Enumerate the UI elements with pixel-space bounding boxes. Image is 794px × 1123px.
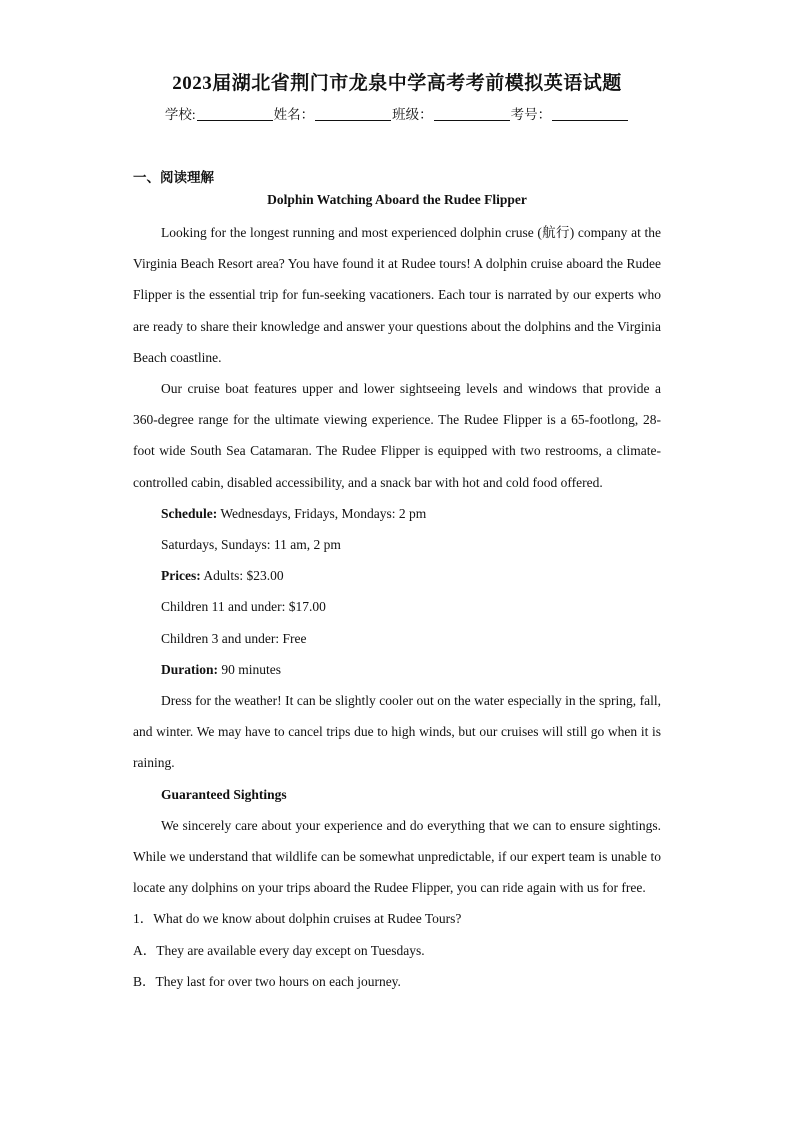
question-1-option-a[interactable]: A．They are available every day except on Tuesdays. xyxy=(133,942,425,958)
class-blank[interactable] xyxy=(434,107,510,121)
guaranteed-sightings-heading: Guaranteed Sightings xyxy=(161,786,287,802)
question-1-stem: 1．What do we know about dolphin cruises at Rudee Tours? xyxy=(133,911,462,927)
name-label: 姓名： xyxy=(273,107,315,122)
schedule-weekdays: Wednesdays, Fridays, Mondays: 2 pm xyxy=(217,505,427,521)
school-label: 学校: xyxy=(164,107,196,122)
prices-adults: Adults: $23.00 xyxy=(200,568,284,584)
paragraph-4: We sincerely care about your experience and do everything that we can to ensure sightings. While we understand that wildlife can be somewhat unpredictable, if our expert team is unable to locate any dolphins on your trips aboard the Rudee Flipper, you can ride again with us for free. xyxy=(133,817,661,896)
paragraph-3: Dress for the weather! It can be slightly cooler out on the water especially in the spring, fall, and winter. We may have to cancel trips due to high winds, but our cruises will still go when it is raining. xyxy=(133,693,661,771)
duration-label: Duration: xyxy=(161,661,218,677)
question-1-option-b[interactable]: B．They last for over two hours on each journey. xyxy=(133,973,401,989)
class-label: 班级： xyxy=(392,107,433,122)
duration-line xyxy=(133,654,661,685)
number-blank[interactable] xyxy=(552,107,628,121)
passage-title: Dolphin Watching Aboard the Rudee Flipper xyxy=(267,192,527,207)
passage-body xyxy=(133,217,661,997)
paragraph-2: Our cruise boat features upper and lower sightseeing levels and windows that provide a 360-degree range for the ultimate viewing experience. The Rudee Flipper is a 65-footlong, 28-foot wide South Sea Catamaran. The Rudee Flipper is equipped with two restrooms, a climate-controlled cabin, disabled accessibility, and a snack bar with hot and cold food offered. xyxy=(133,381,661,490)
exam-title: 2023届湖北省荆门市龙泉中学高考考前模拟英语试题 xyxy=(172,73,622,94)
name-blank[interactable] xyxy=(315,107,391,121)
prices-line xyxy=(133,560,661,591)
schedule-line xyxy=(133,498,661,529)
duration-value: 90 minutes xyxy=(218,661,281,677)
number-label: 考号： xyxy=(510,107,552,122)
prices-children-11: Children 11 and under: $17.00 xyxy=(161,599,326,615)
section-heading: 一、阅读理解 xyxy=(133,170,214,185)
schedule-weekend: Saturdays, Sundays: 11 am, 2 pm xyxy=(161,537,341,553)
prices-children-3: Children 3 and under: Free xyxy=(161,630,307,646)
school-blank[interactable] xyxy=(197,107,273,121)
student-info-line xyxy=(0,103,794,123)
schedule-label: Schedule: xyxy=(161,505,218,521)
prices-label: Prices: xyxy=(161,568,201,584)
paragraph-1: Looking for the longest running and most experienced dolphin cruse (航行) company at the Virginia Beach Resort area? You have found it at Rudee tours! A dolphin cruise aboard the Rudee Flipper is the essential trip for fun-seeking vacationers. Each tour is narrated by our experts who are ready to share their knowledge and answer your questions about the dolphins and the Virginia Beach coastline. xyxy=(133,225,661,365)
